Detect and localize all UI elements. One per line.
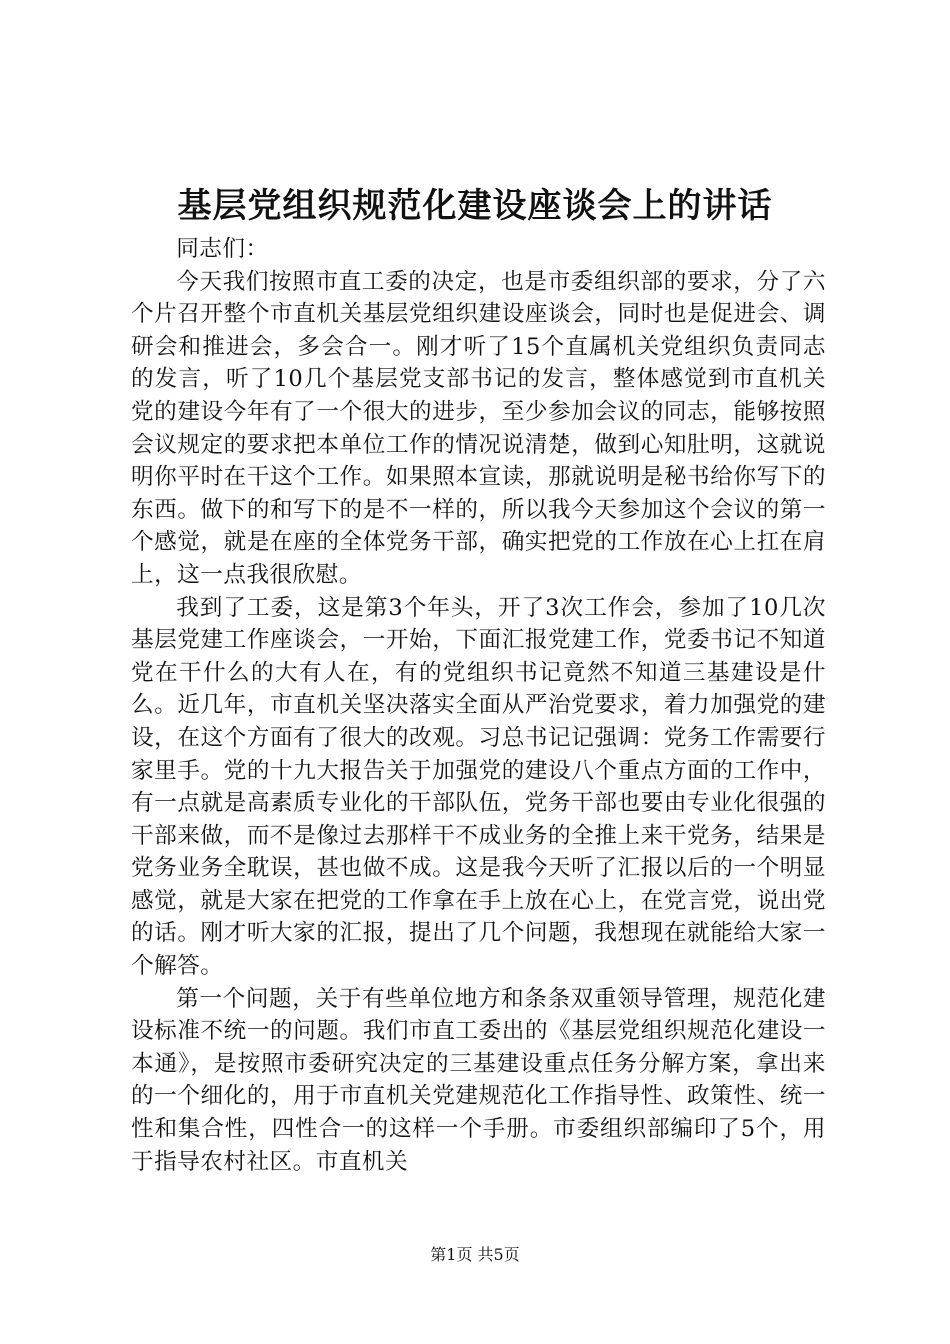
salutation: 同志们： [176, 236, 269, 262]
paragraph: 今天我们按照市直工委的决定，也是市委组织部的要求，分了六个片召开整个市直机关基层党组织建设座谈会，同时也是促进会、调研会和推进会，多会合一。刚才听了15个直属机关党组织负责同志的发言，听了10几个基层党支部书记的发言，整体感觉到市直机关党的建设今年有了一个很大的进步，至少参加会议的同志，能够按照会议规定的要求把本单位工作的情况说清楚，做到心知肚明，这就说明你平时在干这个工作。如果照本宣读，那就说明是秘书给你写下的东西。做下的和写下的是不一样的，所以我今天参加这个会议的第一个感觉，就是在座的全体党务干部，确实把党的工作放在心上扛在肩上，这一点我很欣慰。 [131, 268, 826, 588]
paragraph: 我到了工委，这是第3个年头，开了3次工作会，参加了10几次基层党建工作座谈会，一开始，下面汇报党建工作，党委书记不知道党在干什么的大有人在，有的党组织书记竟然不知道三基建设是什么。近几年，市直机关坚决落实全面从严治党要求，着力加强党的建设，在这个方面有了很大的改观。习总书记记强调：党务工作需要行家里手。党的十九大报告关于加强党的建设八个重点方面的工作中，有一点就是高素质专业化的干部队伍，党务干部也要由专业化很强的干部来做，而不是像过去那样干不成业务的全推上来干党务，结果是党务业务全耽误，甚也做不成。这是我今天听了汇报以后的一个明显感觉，就是大家在把党的工作拿在手上放在心上，在党言党，说出党的话。刚才听大家的汇报，提出了几个问题，我想现在就能给大家一个解答。 [131, 594, 826, 980]
paragraph: 第一个问题，关于有些单位地方和条条双重领导管理，规范化建设标准不统一的问题。我们市直工委出的《基层党组织规范化建设一本通》，是按照市委研究决定的三基建设重点任务分解方案，拿出来的一个细化的，用于市直机关党建规范化工作指导性、政策性、统一性和集合性，四性合一的这样一个手册。市委组织部编印了5个，用于指导农村社区。市直机关 [131, 985, 826, 1175]
document-body [131, 233, 826, 1178]
document-title: 基层党组织规范化建设座谈会上的讲话 [177, 186, 773, 226]
page-footer: 第1页 共5页 [430, 1245, 520, 1264]
